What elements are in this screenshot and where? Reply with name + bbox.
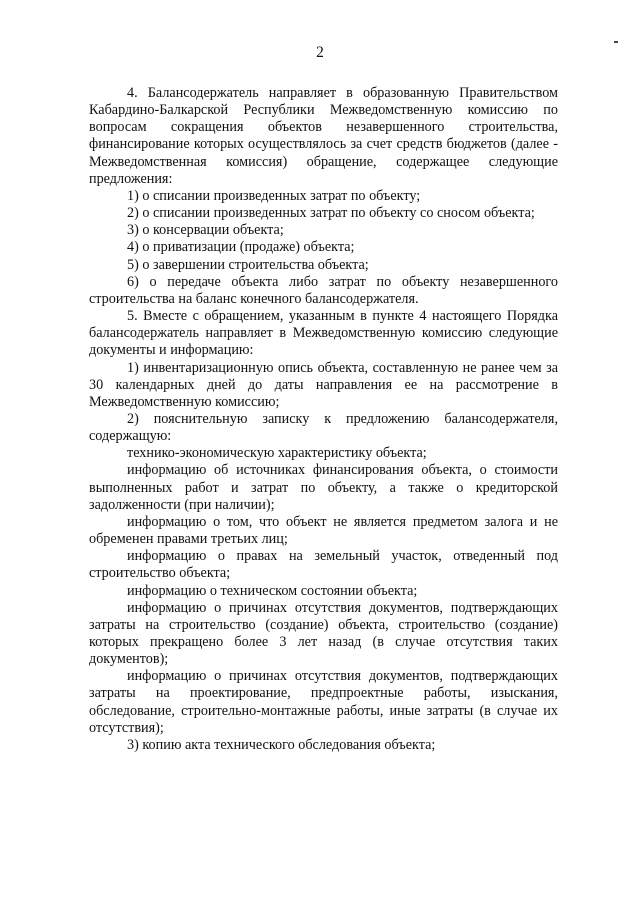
paragraph: 2) пояснительную записку к предложению балансодержателя, содержащую: bbox=[89, 410, 558, 445]
paragraph: технико-экономическую характеристику объекта; bbox=[127, 445, 427, 462]
paragraph: информацию об источниках финансирования объекта, о стоимости выполненных работ и затрат по объекту, а также о кредиторской задолженности (при наличии); bbox=[89, 462, 558, 513]
paragraph: 5) о завершении строительства объекта; bbox=[127, 256, 369, 273]
paragraph: 4) о приватизации (продаже) объекта; bbox=[127, 239, 355, 256]
paragraph: 2) о списании произведенных затрат по объекту со сносом объекта; bbox=[127, 205, 535, 222]
paragraph: 1) о списании произведенных затрат по объекту; bbox=[127, 187, 421, 204]
paragraph: 3) копию акта технического обследования объекта; bbox=[127, 736, 436, 753]
paragraph: 3) о консервации объекта; bbox=[127, 222, 284, 239]
paragraph: информацию о причинах отсутствия документов, подтверждающих затраты на строительство (создание) объекта, строительство (создание) которых прекращено более 3 лет назад (в случае отсутствия таких документов); bbox=[89, 599, 558, 668]
paragraph: информацию о причинах отсутствия документов, подтверждающих затраты на проектирование, предпроектные работы, изыскания, обследование, строительно-монтажные работы, иные затраты (в случае их отсутствия); bbox=[89, 668, 558, 736]
paragraph: 5. Вместе с обращением, указанным в пункте 4 настоящего Порядка балансодержатель направляет в Межведомственную комиссию следующие документы и информацию: bbox=[89, 308, 558, 359]
paragraph: информацию о техническом состоянии объекта; bbox=[127, 582, 418, 599]
paragraph: 1) инвентаризационную опись объекта, составленную не ранее чем за 30 календарных дней до даты направления ее на рассмотрение в Межведомственную комиссию; bbox=[89, 359, 558, 410]
document-body bbox=[89, 85, 558, 754]
page-number: 2 bbox=[316, 44, 324, 61]
paragraph: 6) о передаче объекта либо затрат по объекту незавершенного строительства на баланс конечного балансодержателя. bbox=[89, 273, 558, 307]
scan-mark bbox=[614, 41, 618, 43]
paragraph: информацию о правах на земельный участок, отведенный под строительство объекта; bbox=[89, 548, 558, 582]
paragraph: информацию о том, что объект не является предметом залога и не обременен правами третьих лиц; bbox=[89, 513, 558, 548]
paragraph: 4. Балансодержатель направляет в образованную Правительством Кабардино-Балкарской Республики Межведомственную комиссию по вопросам сокращения объектов незавершенного строительства, финансирование которых осуществлялось за счет средств бюджетов (далее - Межведомственная комиссия) обращение, содержащее следующие предложения: bbox=[89, 85, 558, 187]
